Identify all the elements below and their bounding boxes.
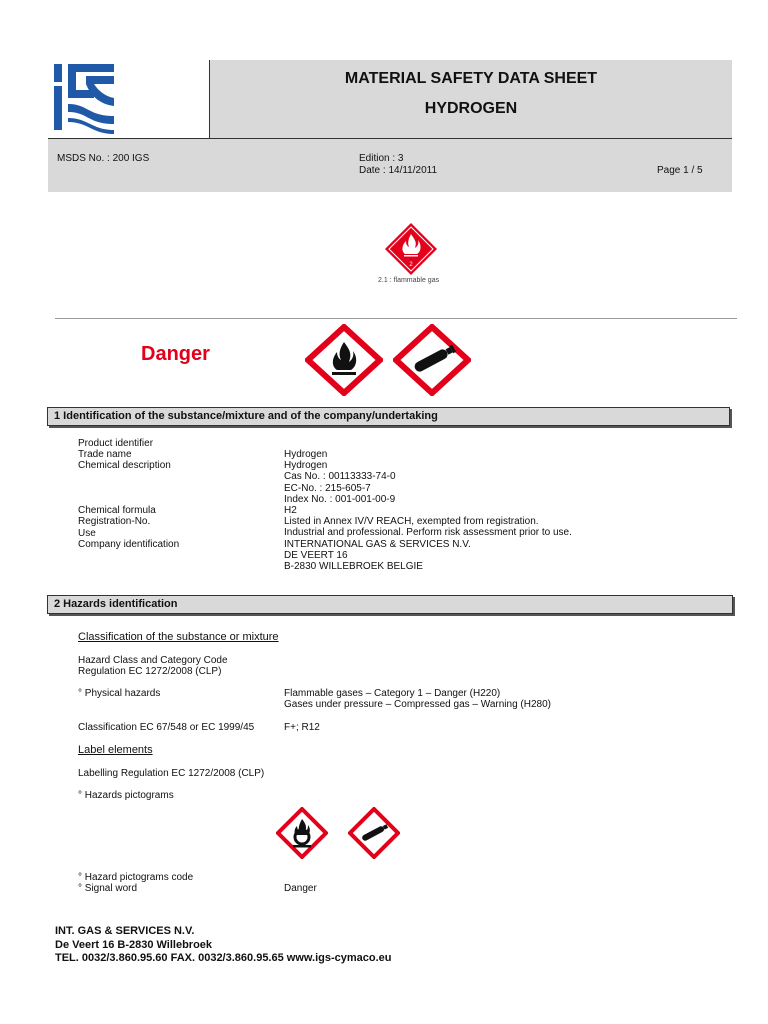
value-trade-name: Hydrogen [284, 449, 328, 460]
label-product-identifier: Product identifier [78, 438, 154, 449]
section1-labels [78, 438, 179, 550]
flammable-gas-diamond-icon [384, 222, 438, 276]
hazard-class-line2: Regulation EC 1272/2008 (CLP) [78, 666, 222, 677]
footer [55, 925, 392, 966]
value-cas-no: Cas No. : 00113333-74-0 [284, 471, 396, 483]
danger-signal-word: Danger [141, 343, 210, 365]
value-company-city: B-2830 WILLEBROEK BELGIE [284, 561, 423, 573]
label-trade-name: Trade name [78, 449, 132, 461]
footer-address: De Veert 16 B-2830 Willebroek [55, 938, 213, 951]
value-index-no: Index No. : 001-001-00-9 [284, 493, 396, 505]
value-use: Industrial and professional. Perform risk assessment prior to use. [284, 527, 572, 539]
title-block [210, 60, 732, 139]
small-cylinder-pictogram [348, 807, 400, 864]
label-chemical-formula: Chemical formula [78, 505, 156, 517]
signal-word-label: ° Signal word [78, 883, 138, 894]
value-formula: H2 [284, 505, 297, 517]
edition: Edition : 3 [359, 153, 404, 164]
section1-heading: 1 Identification of the substance/mixture and of the company/undertaking [47, 407, 730, 426]
hazards-pictograms-label: ° Hazards pictograms [78, 790, 174, 801]
value-company-street: DE VEERT 16 [284, 549, 348, 561]
physical-hazard-2: Gases under pressure – Compressed gas – Warning (H280) [284, 699, 551, 710]
value-registration: Listed in Annex IV/V REACH, exempted from registration. [284, 516, 539, 528]
gas-cylinder-small-icon [348, 807, 400, 859]
pictogram-code-label: ° Hazard pictograms code [78, 872, 194, 883]
value-company-name: INTERNATIONAL GAS & SERVICES N.V. [284, 538, 471, 550]
label-chemical-description: Chemical description [78, 460, 171, 472]
page-number: Page 1 / 5 [657, 165, 703, 176]
ec-classification-value: F+; R12 [284, 722, 320, 733]
classification-title: Classification of the substance or mixture [78, 631, 279, 643]
oxidizing-flame-icon [276, 807, 328, 859]
value-ec-no: EC-No. : 215-605-7 [284, 482, 371, 494]
physical-hazard-1: Flammable gases – Category 1 – Danger (H220) [284, 688, 501, 699]
label-elements-title: Label elements [78, 744, 153, 756]
transport-caption: 2.1 : flammable gas [378, 277, 440, 284]
msds-number: MSDS No. : 200 IGS [57, 153, 150, 164]
document-title: MATERIAL SAFETY DATA SHEET [344, 70, 598, 87]
label-use: Use [78, 527, 96, 539]
physical-hazards-label: ° Physical hazards [78, 688, 161, 699]
product-name: HYDROGEN [424, 100, 518, 117]
transport-label [384, 222, 438, 281]
ghs-gas-cylinder-pictogram [393, 324, 471, 401]
divider [55, 318, 737, 319]
hazard-class-line1: Hazard Class and Category Code [78, 655, 228, 666]
gas-cylinder-icon [393, 324, 471, 396]
flame-icon [305, 324, 383, 396]
section2-heading: 2 Hazards identification [47, 595, 733, 614]
label-registration: Registration-No. [78, 516, 151, 528]
date: Date : 14/11/2011 [359, 165, 438, 176]
igs-logo-icon [48, 60, 208, 137]
company-logo [48, 60, 210, 139]
signal-word-value: Danger [284, 883, 317, 894]
label-class-number: 2 [409, 262, 413, 268]
label-company-identification: Company identification [78, 538, 180, 550]
ec-classification-label: Classification EC 67/548 or EC 1999/45 [78, 722, 255, 733]
ghs-flame-pictogram [305, 324, 383, 401]
section1-values [284, 449, 572, 572]
footer-contact: TEL. 0032/3.860.95.60 FAX. 0032/3.860.95.65 www.igs-cymaco.eu [55, 952, 392, 964]
small-flame-pictogram [276, 807, 328, 864]
labelling-regulation: Labelling Regulation EC 1272/2008 (CLP) [78, 768, 265, 779]
value-chem-desc-1: Hydrogen [284, 460, 328, 472]
footer-company: INT. GAS & SERVICES N.V. [55, 925, 195, 937]
